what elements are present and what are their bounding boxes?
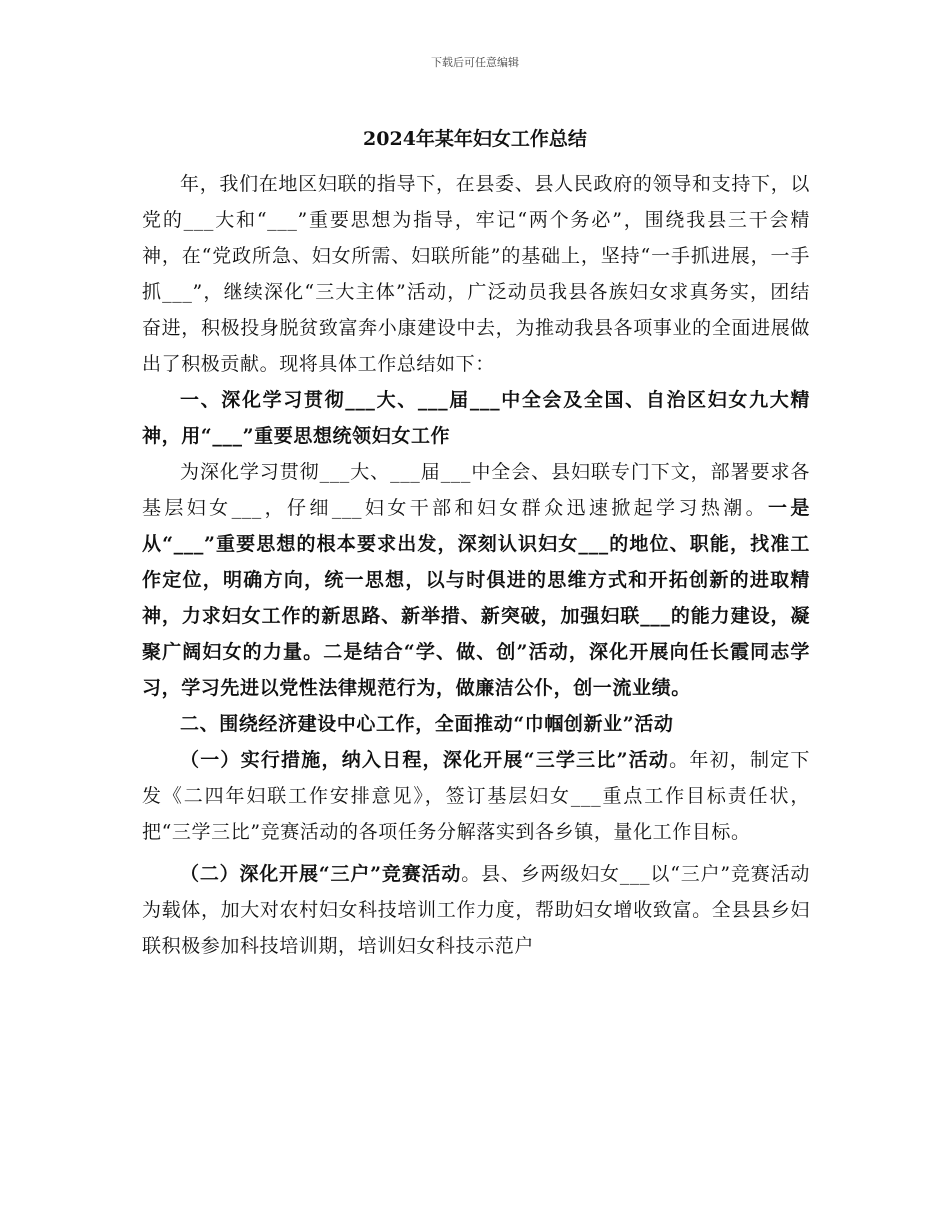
- intro-paragraph: 年，我们在地区妇联的指导下，在县委、县人民政府的领导和支持下，以党的___大和“___”重要思想为指导，牢记“两个务必”，围绕我县三干会精神，在“党政所急、妇女所需、妇联所能”的基础上，坚持“一手抓进展，一手抓___”，继续深化“三大主体”活动，广泛动员我县各族妇女求真务实，团结奋进，积极投身脱贫致富奔小康建设中去，为推动我县各项事业的全面进展做出了积极贡献。现将具体工作总结如下：: [142, 173, 810, 375]
- subsection-2-text: 。县、乡两级妇女___以“三户”竞赛活动为载体，加大对农村妇女科技培训工作力度，帮助妇女增收致富。全县县乡妇联积极参加科技培训期，培训妇女科技示范户: [142, 863, 811, 957]
- section-1-heading: 一、深化学习贯彻___大、___届___中全会及全国、自治区妇女九大精神，用“___”重要思想统领妇女工作: [142, 389, 810, 447]
- section-2-heading: 二、围绕经济建设中心工作，全面推动“巾帼创新业”活动: [180, 713, 674, 735]
- document-body: [142, 166, 810, 964]
- subsection-1-text: 。年初，制定下发《二四年妇联工作安排意见》，签订基层妇女___重点工作目标责任状，把“三学三比”竞赛活动的各项任务分解落实到各乡镇，量化工作目标。: [142, 749, 811, 843]
- section-1-regular-text: 为深化学习贯彻___大、___届___中全会、县妇联专门下文，部署要求各基层妇女___，仔细___妇女干部和妇女群众迅速掀起学习热潮。: [142, 461, 810, 519]
- section-1-paragraph: [142, 454, 810, 706]
- page-header-note: 下载后可任意编辑: [431, 56, 519, 69]
- section-1-bold-text: 一是从“___”重要思想的根本要求出发，深刻认识妇女___的地位、职能，找准工作定位，明确方向，统一思想，以与时俱进的思维方式和开拓创新的进取精神，力求妇女工作的新思路、新举措、新突破，加强妇联___的能力建设，凝聚广阔妇女的力量。二是结合“学、做、创”活动，深化开展向任长霞同志学习，学习先进以党性法律规范行为，做廉洁公仆，创一流业绩。: [142, 497, 810, 699]
- subsection-2-paragraph: [142, 856, 810, 964]
- document-title: 2024年某年妇女工作总结: [363, 128, 587, 150]
- subsection-2-heading: （二）深化开展“三户”竞赛活动: [180, 863, 462, 885]
- subsection-1-heading: （一）实行措施，纳入日程，深化开展“三学三比”活动: [180, 749, 670, 771]
- subsection-1-paragraph: [142, 742, 810, 850]
